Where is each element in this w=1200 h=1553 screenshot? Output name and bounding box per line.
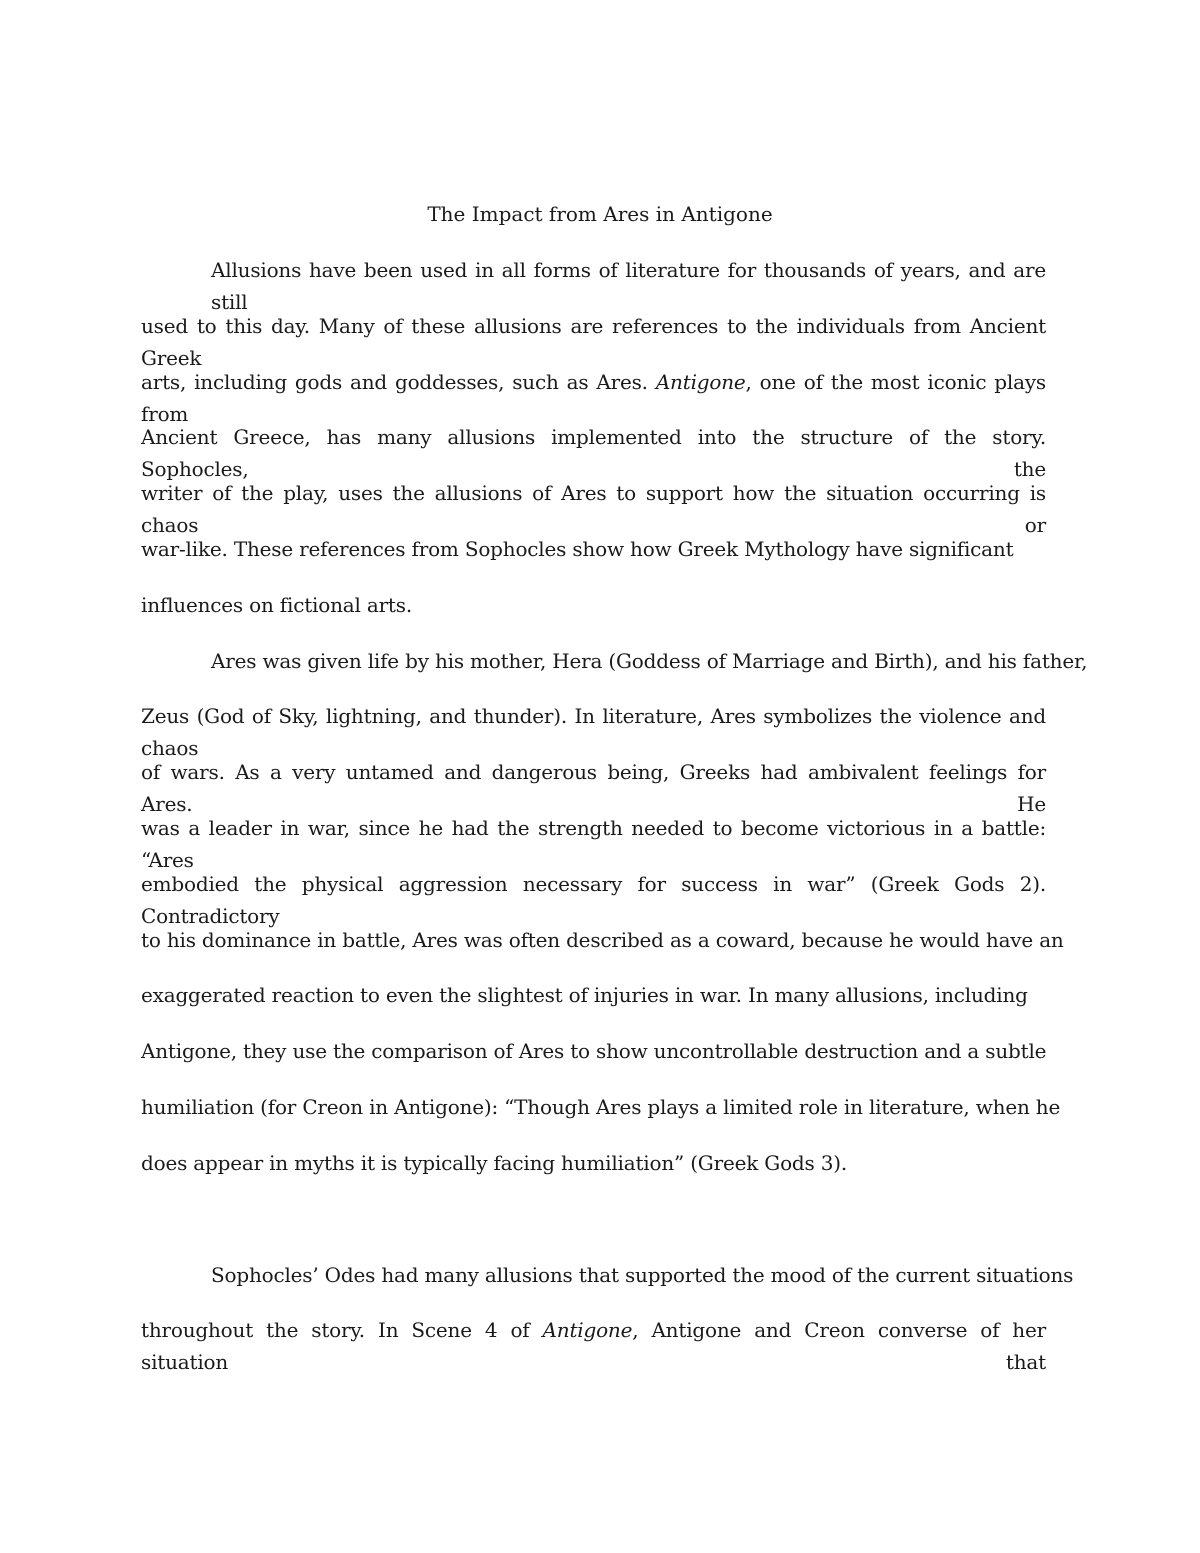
page-title: The Impact from Ares in Antigone [427,202,773,226]
italic-title: Antigone [542,1318,633,1342]
text-run: arts, including gods and goddesses, such as Ares. [141,370,656,394]
body-line: writer of the play, uses the allusions of Ares to support how the situation occurring is chaos or [141,481,1046,537]
body-line: Sophocles’ Odes had many allusions that supported the mood of the current situations [211,1263,1074,1287]
body-line: to his dominance in battle, Ares was often described as a coward, because he would have an [141,928,1064,952]
body-line: humiliation (for Creon in Antigone): “Though Ares plays a limited role in literature, when he [141,1095,1061,1119]
text-run: , Antigone and Creon converse of her situation that [141,1318,1046,1374]
body-line: embodied the physical aggression necessary for success in war” (Greek Gods 2). Contradictory [141,872,1046,928]
body-line: Ancient Greece, has many allusions implemented into the structure of the story. Sophocles, the [141,425,1046,481]
body-line: does appear in myths it is typically facing humiliation” (Greek Gods 3). [141,1151,848,1175]
text-run: throughout the story. In Scene 4 of [141,1318,543,1342]
body-line: was a leader in war, since he had the strength needed to become victorious in a battle: “Ares [141,816,1046,872]
body-line: war-like. These references from Sophocles show how Greek Mythology have significant [141,537,1014,561]
body-line: Allusions have been used in all forms of literature for thousands of years, and are still [211,258,1046,314]
body-line: influences on fictional arts. [141,593,412,617]
text-run: , one of the most iconic plays from [141,370,1046,426]
body-line: Antigone, they use the comparison of Ares to show uncontrollable destruction and a subtle [141,1039,1047,1063]
body-line: Ares was given life by his mother, Hera (Goddess of Marriage and Birth), and his father, [211,649,1088,673]
body-line [141,1314,1046,1378]
body-line: Zeus (God of Sky, lightning, and thunder). In literature, Ares symbolizes the violence and chaos [141,704,1046,760]
italic-title: Antigone [655,370,746,394]
body-line: exaggerated reaction to even the slightest of injuries in war. In many allusions, including [141,983,1028,1007]
body-line: used to this day. Many of these allusions are references to the individuals from Ancient Greek [141,314,1046,370]
body-line: of wars. As a very untamed and dangerous being, Greeks had ambivalent feelings for Ares. He [141,760,1046,816]
